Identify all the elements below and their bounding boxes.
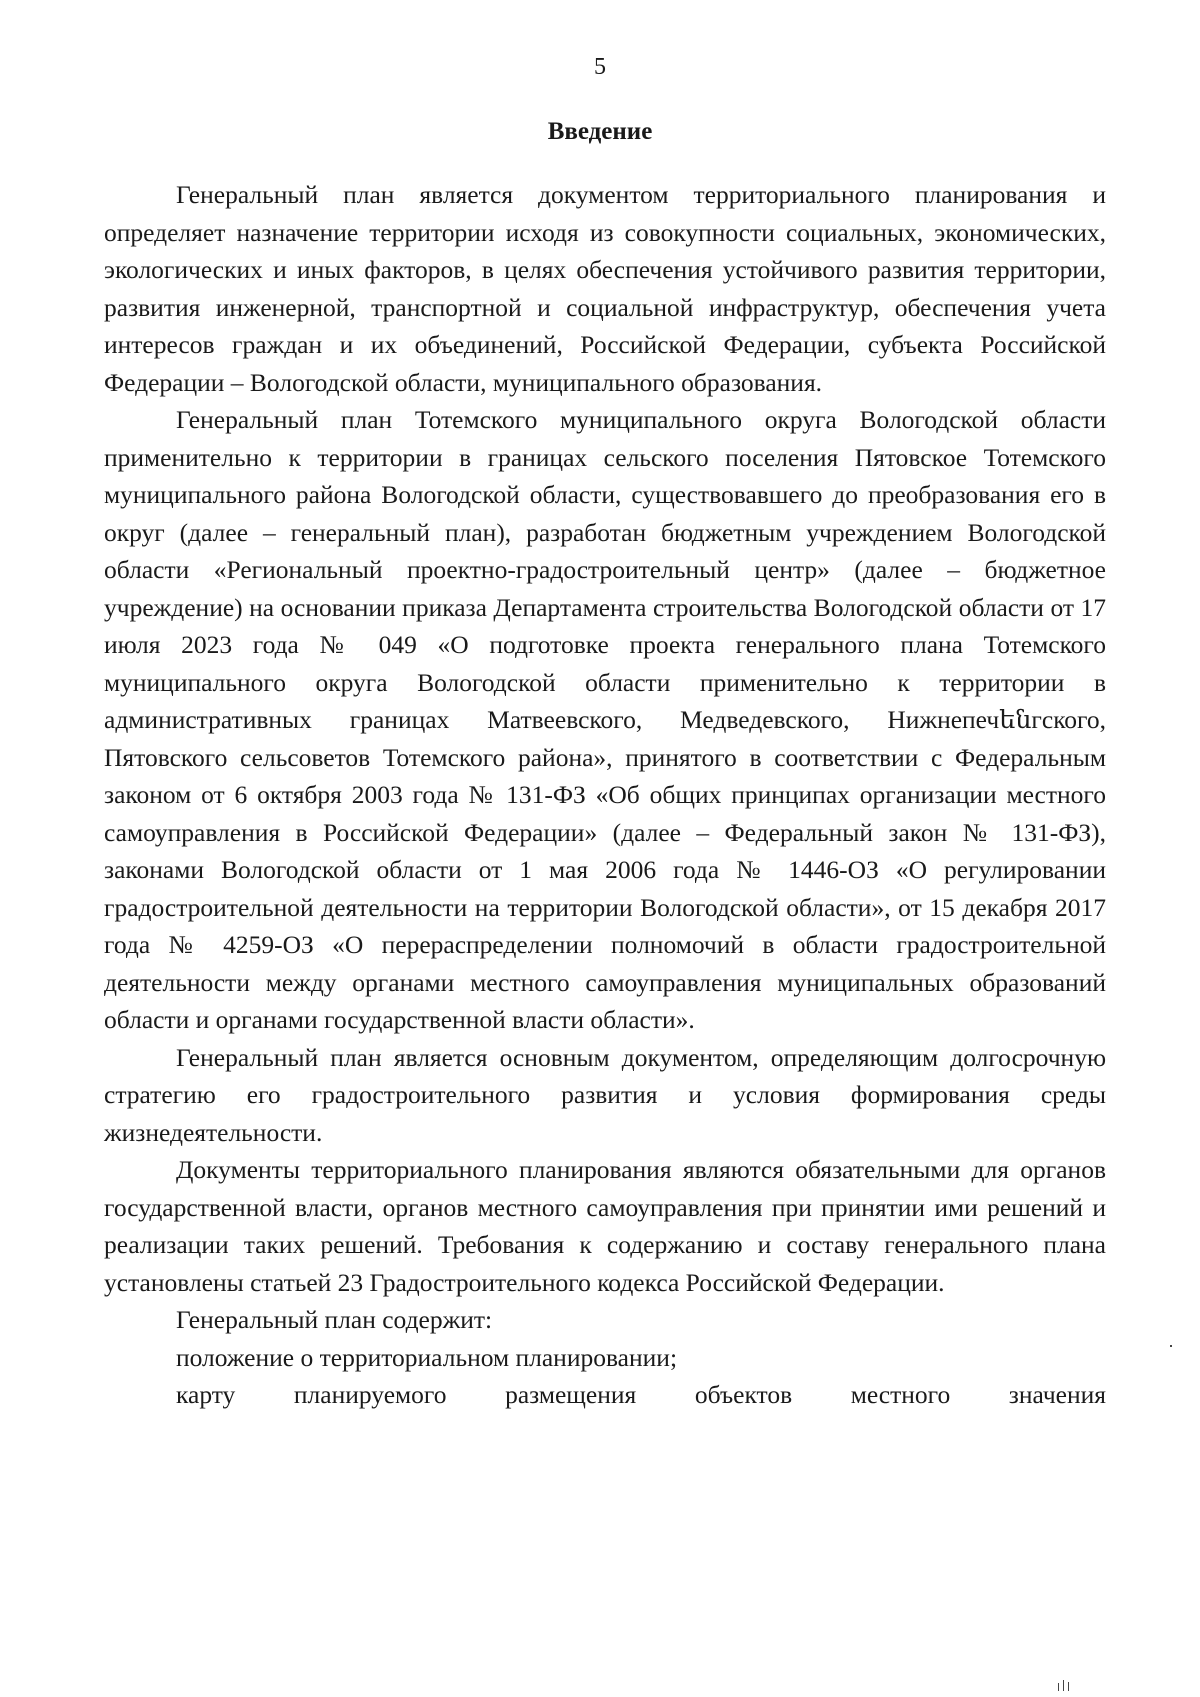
paragraph-contents-intro: Генеральный план содержит: — [176, 1305, 493, 1334]
scan-artifact — [1170, 1345, 1172, 1347]
list-item-map: карту планируемого размещения объектов местного значения — [176, 1380, 1106, 1409]
list-item-regulation: положение о территориальном планировании; — [176, 1342, 678, 1372]
body-text — [104, 176, 1106, 1414]
paragraph-legal-basis: Генеральный план Тотемского муниципального округа Вологодской области применительно к территории в границах сельского поселения Пятовское Тотемского муниципального района Вологодской области, существовавшего до преобразования его в округ (далее – генеральный план), разработан бюджетным учреждением Вологодской области «Региональный проектно-градостроительный центр» (далее – бюджетное учреждение) на основании приказа Департамента строительства Вологодской области от 17 июля 2023 года № 049 «О подготовке проекта генерального плана Тотемского муниципального округа Вологодской области применительно к территории в административных границах Матвеевского, Медведевского, Нижнепечենгского, Пятовского сельсоветов Тотемского района», принятого в соответствии с Федеральным законом от 6 октября 2003 года № 131-ФЗ «Об общих принципах организации местного самоуправления в Российской Федерации» (далее – Федеральный закон № 131-ФЗ), законами Вологодской области от 1 мая 2006 года № 1446-ОЗ «О регулировании градостроительной деятельности на территории Вологодской области», от 15 декабря 2017 года № 4259-ОЗ «О перераспределении полномочий в области градостроительной деятельности между органами местного самоуправления муниципальных образований области и органами государственной власти области». — [104, 405, 1106, 1034]
scan-artifact — [1058, 1683, 1059, 1691]
scan-artifact — [1063, 1680, 1064, 1691]
scan-artifact — [1068, 1682, 1069, 1691]
paragraph-obligations: Документы территориального планирования являются обязательными для органов государственной власти, органов местного самоуправления при принятии ими решений и реализации таких решений. Требования к содержанию и составу генерального плана установлены статьей 23 Градостроительного кодекса Российской Федерации. — [104, 1155, 1106, 1297]
section-heading: Введение — [547, 118, 653, 145]
paragraph-strategy: Генеральный план является основным документом, определяющим долгосрочную стратегию его градостроительного развития и условия формирования среды жизнедеятельности. — [104, 1042, 1106, 1147]
paragraph-intro: Генеральный план является документом территориального планирования и определяет назначение территории исходя из совокупности социальных, экономических, экологических и иных факторов, в целях обеспечения устойчивого развития территории, развития инженерной, транспортной и социальной инфраструктур, обеспечения учета интересов граждан и их объединений, Российской Федерации, субъекта Российской Федерации – Вологодской области, муниципального образования. — [104, 180, 1106, 397]
page-number: 5 — [594, 54, 606, 80]
